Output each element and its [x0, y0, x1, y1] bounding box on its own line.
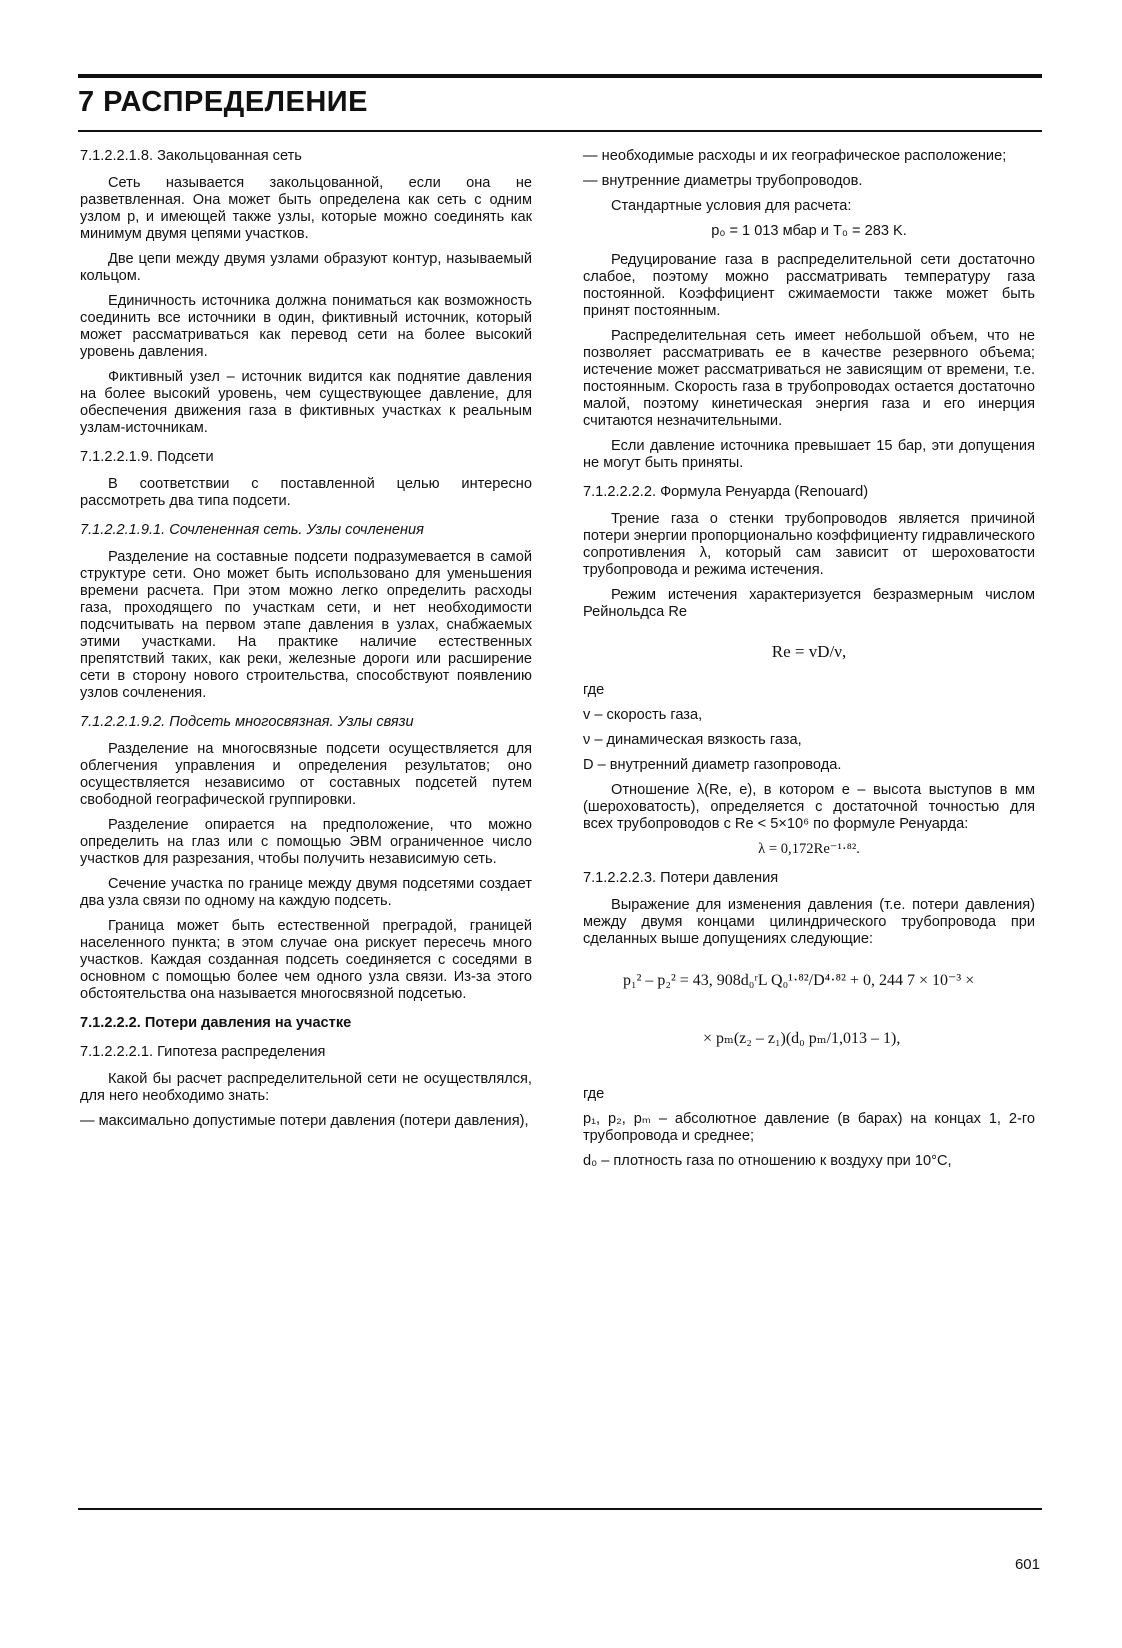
paragraph: Какой бы расчет распределительной сети не осуществлялся, для него необходимо знать:	[80, 1071, 532, 1104]
paragraph: Разделение на составные подсети подразумевается в самой структуре сети. Оно может быть использовано для уменьшения времени расчета. При этом можно легко определить расходы газа, проходящего по участкам сети, и нет необходимости подсчитывать на первом этапе давления в узлах, снабжаемых этими участками. На практике наличие естественных препятствий таких, как реки, железные дороги или расширение сети в сторону нового строительства, способствуют появлению узлов сочленения.	[80, 549, 532, 701]
section-heading: 7.1.2.2.1.9. Подсети	[80, 449, 214, 465]
list-item: — необходимые расходы и их географическое расположение;	[583, 148, 1007, 164]
section-heading-italic: 7.1.2.2.1.9.1. Сочлененная сеть. Узлы сочленения	[80, 522, 424, 538]
paragraph: Разделение на многосвязные подсети осуществляется для облегчения управления и определения результатов; оно осуществляется независимо от составных подсетей путем свободной географической группировки.	[80, 741, 532, 808]
paragraph: Стандартные условия для расчета:	[611, 198, 852, 214]
definition-diameter: D – внутренний диаметр газопровода.	[583, 757, 842, 773]
paragraph: Выражение для изменения давления (т.е. потери давления) между двумя концами цилиндрического трубопровода при сделанных выше допущениях следующие:	[583, 897, 1035, 947]
standard-conditions-formula: p₀ = 1 013 мбар и T₀ = 283 K.	[711, 223, 907, 239]
footer-rule	[78, 1508, 1042, 1510]
list-item: — максимально допустимые потери давления (потери давления),	[80, 1113, 529, 1129]
paragraph: Сечение участка по границе между двумя подсетями создает два узла связи по одному на каждую подсеть.	[80, 876, 532, 909]
chapter-title: 7 РАСПРЕДЕЛЕНИЕ	[78, 86, 368, 118]
paragraph: Редуцирование газа в распределительной сети достаточно слабое, поэтому можно рассматривать температуру газа постоянной. Коэффициент сжимаемости также может быть принят постоянным.	[583, 252, 1035, 319]
paragraph: Разделение опирается на предположение, что можно определить на глаз или с помощью ЭВМ ограниченное число участков для разрезания, чтобы получить независимую сеть.	[80, 817, 532, 867]
paragraph: Распределительная сеть имеет небольшой объем, что не позволяет рассматривать ее в качестве резервного объема; истечение может рассматриваться не зависящим от времени, т.е. постоянным. Скорость газа в трубопроводах остается достаточно малой, поэтому кинетическая энергия газа и его инерция считаются незначительными.	[583, 328, 1035, 429]
paragraph: Сеть называется закольцованной, если она не разветвленная. Она может быть определена как сеть с одним узлом p, и имеющей также узлы, которые можно соединять как минимум двумя цепями участков.	[80, 175, 532, 242]
header-rule-top	[78, 74, 1042, 78]
page-number: 601	[1014, 1556, 1040, 1573]
section-heading: 7.1.2.2.2.2. Формула Ренуарда (Renouard)	[583, 484, 869, 500]
section-heading: 7.1.2.2.2.1. Гипотеза распределения	[80, 1044, 326, 1060]
definition-pressures: p₁, p₂, pₘ – абсолютное давление (в барах) на концах 1, 2-го трубопровода и среднее;	[583, 1111, 1035, 1144]
pressure-loss-formula-line1: p₁² – p₂² = 43, 908d₀ʳL Q₀¹·⁸²/D⁴·⁸² + 0, 244 7 × 10⁻³ ×	[623, 972, 975, 989]
where-label: где	[583, 1086, 605, 1102]
section-heading-bold: 7.1.2.2.2. Потери давления на участке	[80, 1015, 352, 1031]
list-item: — внутренние диаметры трубопроводов.	[583, 173, 863, 189]
definition-velocity: v – скорость газа,	[583, 707, 703, 723]
section-heading-italic: 7.1.2.2.1.9.2. Подсеть многосвязная. Узлы связи	[80, 714, 414, 730]
lambda-formula: λ = 0,172Re⁻¹·⁸².	[758, 841, 860, 857]
pressure-loss-formula	[583, 964, 1035, 1074]
right-column	[583, 148, 1035, 1178]
paragraph: Фиктивный узел – источник видится как поднятие давления на более высокий уровень, чем существующее давление, для обеспечения движения газа в фиктивных участках к реальным узлам-источникам.	[80, 369, 532, 436]
section-heading: 7.1.2.2.2.3. Потери давления	[583, 870, 779, 886]
paragraph: Режим истечения характеризуется безразмерным числом Рейнольдса Re	[583, 587, 1035, 620]
paragraph: Граница может быть естественной преградой, границей населенного пункта; в этом случае она рискует пересечь много участков. Каждая созданная подсеть соединяется с соседями в основном с помощью более чем одного узла связи. Из-за этого обстоятельства она называется многосвязной подсетью.	[80, 918, 532, 1002]
paragraph: Две цепи между двумя узлами образуют контур, называемый кольцом.	[80, 251, 532, 284]
section-heading: 7.1.2.2.1.8. Закольцованная сеть	[80, 148, 302, 164]
header-rule-bottom	[78, 130, 1042, 132]
paragraph: Отношение λ(Re, e), в котором e – высота выступов в мм (шероховатость), определяется с достаточной точностью для всех трубопроводов с Re < 5×10⁶ по формуле Ренуарда:	[583, 782, 1035, 832]
definition-viscosity: ν – динамическая вязкость газа,	[583, 732, 802, 748]
reynolds-formula: Re = vD/ν,	[771, 642, 847, 661]
paragraph: Если давление источника превышает 15 бар, эти допущения не могут быть приняты.	[583, 438, 1035, 471]
left-column	[80, 148, 532, 1138]
paragraph: Единичность источника должна пониматься как возможность соединить все источники в один, фиктивный источник, который может рассматриваться как перевод сети на более высокий уровень давления.	[80, 293, 532, 360]
definition-density: d₀ – плотность газа по отношению к воздуху при 10°C,	[583, 1153, 952, 1169]
paragraph: В соответствии с поставленной целью интересно рассмотреть два типа подсети.	[80, 476, 532, 509]
pressure-loss-formula-line2: × pₘ(z₂ – z₁)(d₀ pₘ/1,013 – 1),	[703, 1030, 901, 1047]
paragraph: Трение газа о стенки трубопроводов является причиной потери энергии пропорционально коэффициенту гидравлического сопротивления λ, который сам зависит от шероховатости трубопровода и режима истечения.	[583, 511, 1035, 578]
where-label: где	[583, 682, 605, 698]
